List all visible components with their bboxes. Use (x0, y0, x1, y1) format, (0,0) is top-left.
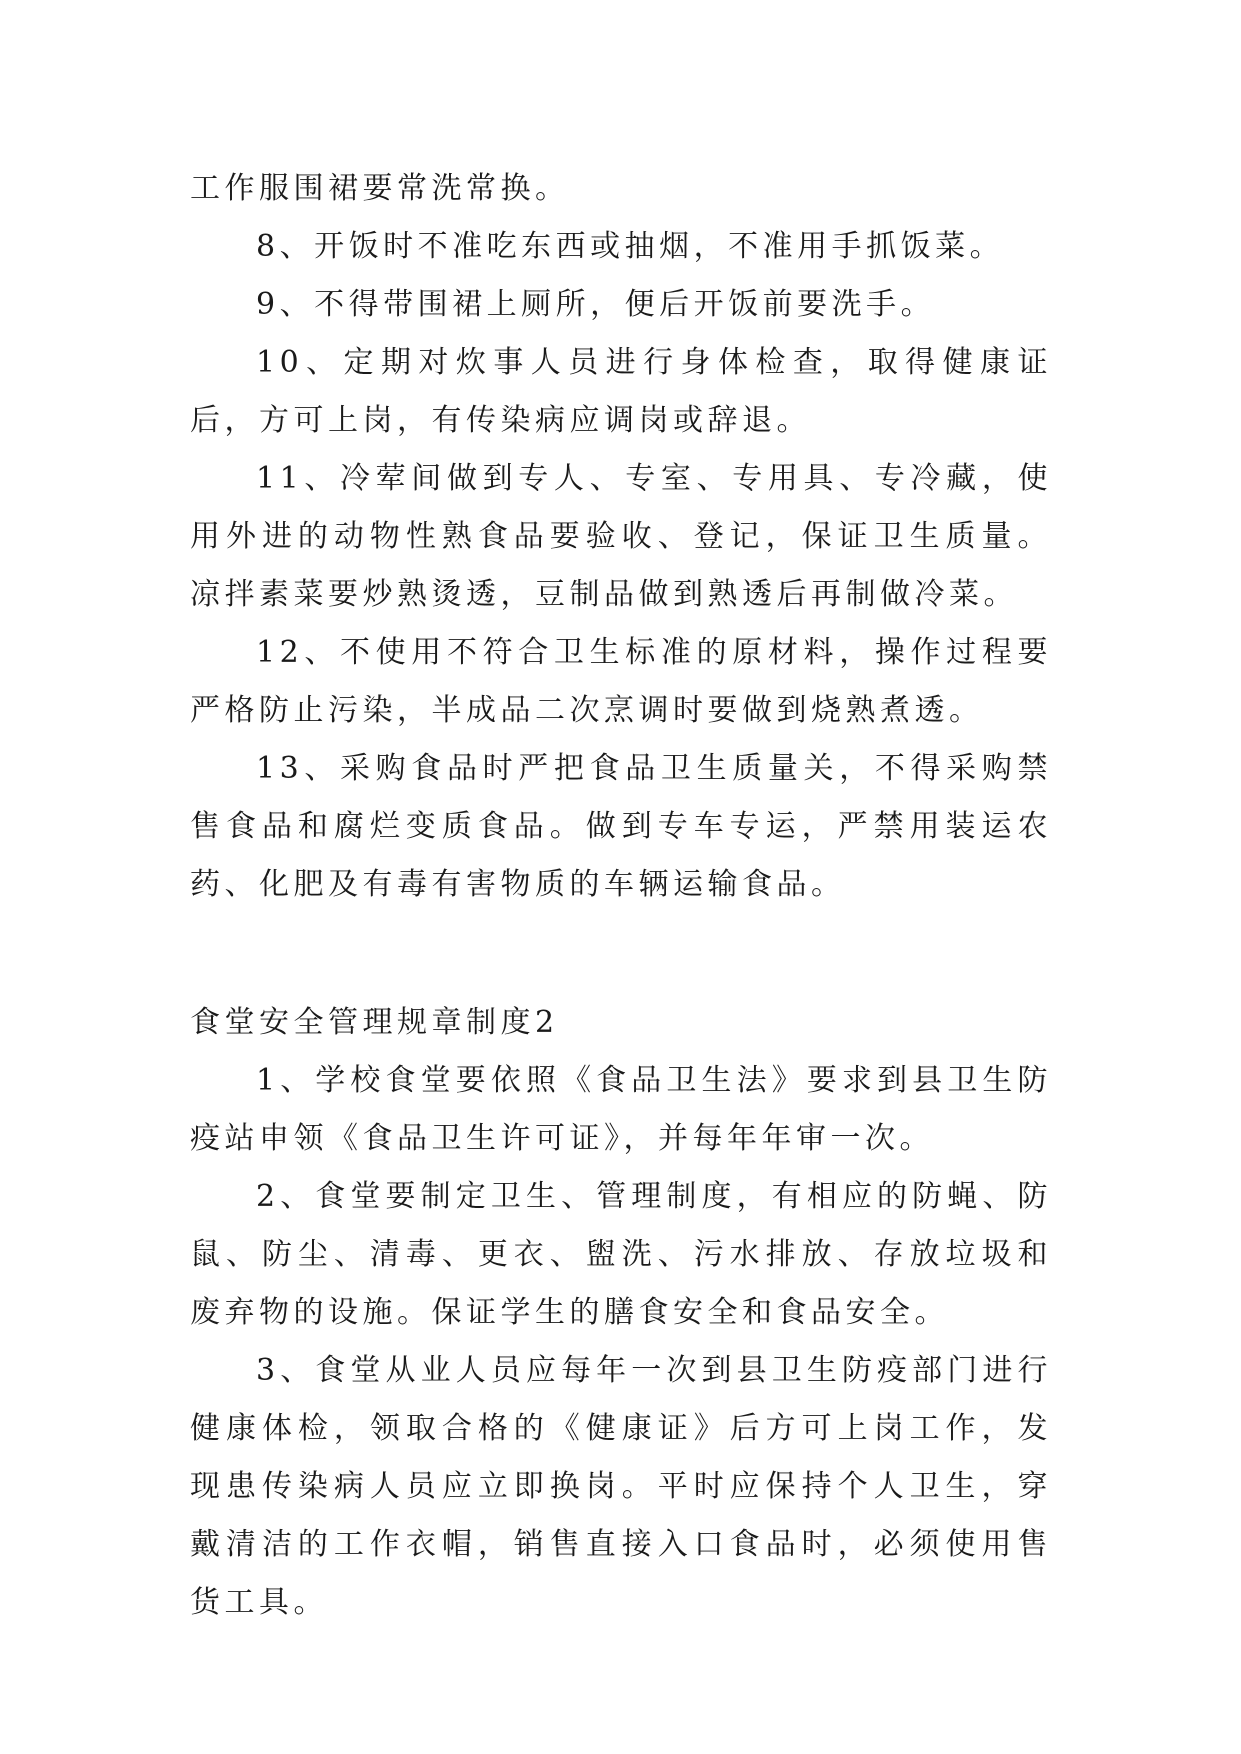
paragraph-section2-item-3: 3、食堂从业人员应每年一次到县卫生防疫部门进行健康体检，领取合格的《健康证》后方可上岗工作，发现患传染病人员应立即换岗。平时应保持个人卫生，穿戴清洁的工作衣帽，销售直接入口食品时，必须使用售货工具。 (190, 1353, 1052, 1620)
paragraph-item-13: 13、采购食品时严把食品卫生质量关，不得采购禁售食品和腐烂变质食品。做到专车专运，严禁用装运农药、化肥及有毒有害物质的车辆运输食品。 (190, 751, 1052, 902)
paragraph-section2-item-2: 2、食堂要制定卫生、管理制度，有相应的防蝇、防鼠、防尘、清毒、更衣、盥洗、污水排放、存放垃圾和废弃物的设施。保证学生的膳食安全和食品安全。 (190, 1179, 1052, 1330)
section-spacer (190, 914, 1052, 994)
paragraph-continuation: 工作服围裙要常洗常换。 (190, 171, 570, 206)
paragraph-item-12: 12、不使用不符合卫生标准的原材料，操作过程要严格防止污染，半成品二次烹调时要做到烧熟煮透。 (190, 635, 1052, 728)
paragraph-section2-item-1: 1、学校食堂要依照《食品卫生法》要求到县卫生防疫站申领《食品卫生许可证》，并每年年审一次。 (190, 1063, 1052, 1156)
paragraph-item-11: 11、冷荤间做到专人、专室、专用具、专冷藏，使用外进的动物性熟食品要验收、登记，保证卫生质量。凉拌素菜要炒熟烫透，豆制品做到熟透后再制做冷菜。 (190, 461, 1052, 612)
paragraph-item-8: 8、开饭时不准吃东西或抽烟，不准用手抓饭菜。 (256, 229, 1005, 264)
section-title: 食堂安全管理规章制度2 (190, 1005, 559, 1040)
paragraph-item-9: 9、不得带围裙上厕所，便后开饭前要洗手。 (256, 287, 936, 322)
document-body (190, 160, 1052, 1632)
paragraph-item-10: 10、定期对炊事人员进行身体检查，取得健康证后，方可上岗，有传染病应调岗或辞退。 (190, 345, 1052, 438)
